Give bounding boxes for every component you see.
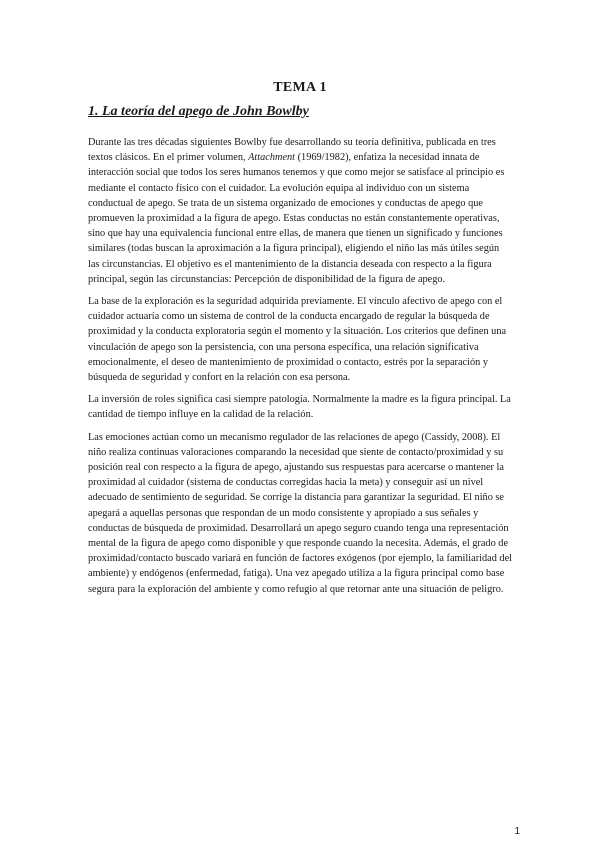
paragraph-1 xyxy=(88,135,513,287)
body-text xyxy=(88,135,513,604)
page-number: 1 xyxy=(514,826,520,837)
section-heading: 1. La teoría del apego de John Bowlby xyxy=(88,104,309,119)
paragraph-4: Las emociones actúan como un mecanismo regulador de las relaciones de apego (Cassidy, 2008). El niño realiza continuas valoraciones comparando la necesidad que siente de contacto/proximidad y su posición real con respecto a la figura de apego, ajustando sus respuestas para acercarse o mantener la proximidad al cuidador (sistema de conductas corregidas hacia la meta) y conseguir así un nivel adecuado de sentimiento de seguridad. Se corrige la distancia para garantizar la seguridad. El niño se apegará a aquellas personas que respondan de un modo consistente y apropiado a sus señales y conductas de búsqueda de proximidad. Desarrollará un apego seguro cuando tenga una representación mental de la figura de apego como disponible y que responde cuando la necesita. Además, el grado de proximidad/contacto buscado variará en función de factores exógenos (por ejemplo, la familiaridad del ambiente) y endógenos (enfermedad, fatiga). Una vez apegado utiliza a la figura principal como base segura para la exploración del ambiente y como refugio al que retornar ante una situación de peligro. xyxy=(88,431,513,595)
paragraph-1-text-a: Durante las tres décadas siguientes Bowlby fue desarrollando su teoría definitiva, publicada en tres textos clásicos. En el primer volumen, xyxy=(88,137,496,164)
paragraph-1-text-b: (1969/1982), enfatiza la necesidad innata de interacción social que todos los seres humanos tenemos y que como mejor se satisface al principio es mediante el contacto físico con el cuidador. La evolución equipa al individuo con un sistema conductual de apego. Se trata de un sistema organizado de emociones y conductas de apego que promueven la proximidad a la figura de apego. Estas conductas no están constantemente operativas, sino que hay una equivalencia funcional entre ellas, de manera que tienen un significado y funciones similares (todas buscan la aproximación a la figura principal), eligiendo el niño las más útiles según las circunstancias. El objetivo es el mantenimiento de la distancia deseada con respecto a la figura principal, según las circunstancias: Percepción de disponibilidad de la figura de apego. xyxy=(88,152,505,285)
page-title: TEMA 1 xyxy=(273,80,327,95)
paragraph-3: La inversión de roles significa casi siempre patología. Normalmente la madre es la figura principal. La cantidad de tiempo influye en la calidad de la relación. xyxy=(88,394,511,421)
book-title-italic: Attachment xyxy=(248,152,296,164)
paragraph-2: La base de la exploración es la seguridad adquirida previamente. El vínculo afectivo de apego con el cuidador actuaría como un sistema de control de la conducta encargado de regular la búsqueda de proximidad y la conducta exploratoria según el momento y la situación. Los criterios que definen una vinculación de apego son la persistencia, con una persona específica, una relación significativa emocionalmente, el deseo de mantenimiento de proximidad o contacto, estrés por la separación y búsqueda de seguridad y confort en la relación con esa persona. xyxy=(88,296,507,384)
